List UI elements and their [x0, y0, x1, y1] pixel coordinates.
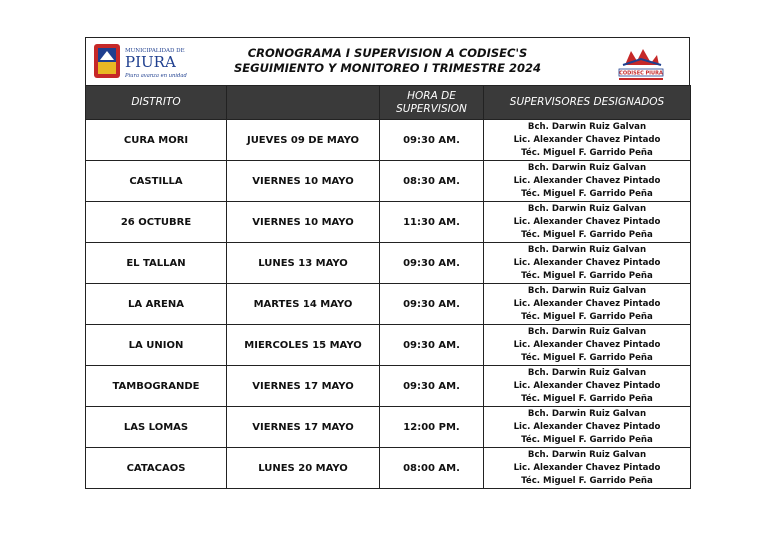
supervisor-name: Téc. Miguel F. Garrido Peña — [521, 188, 653, 199]
table-row — [86, 448, 691, 489]
supervisor-name: Lic. Alexander Chavez Pintado — [513, 175, 661, 186]
distrito-cell: LAS LOMAS — [86, 407, 227, 448]
hora-cell: 09:30 AM. — [380, 366, 484, 407]
hora-cell: 09:30 AM. — [380, 243, 484, 284]
table-row — [86, 366, 691, 407]
supervisor-name: Bch. Darwin Ruiz Galvan — [527, 449, 647, 460]
fecha-cell: VIERNES 17 MAYO — [227, 366, 380, 407]
supervisor-name: Téc. Miguel F. Garrido Peña — [521, 270, 653, 281]
distrito-cell: EL TALLAN — [86, 243, 227, 284]
fecha-cell: VIERNES 10 MAYO — [227, 202, 380, 243]
hora-cell: 09:30 AM. — [380, 284, 484, 325]
document — [85, 37, 690, 489]
supervisor-name: Téc. Miguel F. Garrido Peña — [521, 311, 653, 322]
distrito-cell: LA UNION — [86, 325, 227, 366]
fecha-cell: MIERCOLES 15 MAYO — [227, 325, 380, 366]
codisec-name: CODISEC PIURA — [619, 70, 663, 77]
column-header-fecha — [227, 86, 380, 120]
hora-cell: 08:30 AM. — [380, 161, 484, 202]
logo-slogan: Piura avanza en unidad — [125, 73, 187, 79]
supervisor-name: Lic. Alexander Chavez Pintado — [513, 339, 661, 350]
table-header-row — [86, 86, 691, 120]
hora-cell: 11:30 AM. — [380, 202, 484, 243]
supervisor-name: Lic. Alexander Chavez Pintado — [513, 298, 661, 309]
column-header-supervisores: SUPERVISORES DESIGNADOS — [484, 86, 691, 120]
column-header-distrito: DISTRITO — [86, 86, 227, 120]
supervisor-name: Bch. Darwin Ruiz Galvan — [527, 326, 647, 337]
table-row — [86, 284, 691, 325]
supervisores-cell — [484, 325, 691, 366]
table-row — [86, 243, 691, 284]
document-header — [85, 37, 690, 85]
logo-top-text: MUNICIPALIDAD DE — [125, 48, 185, 54]
hora-cell: 08:00 AM. — [380, 448, 484, 489]
supervisores-cell — [484, 120, 691, 161]
fecha-cell: MARTES 14 MAYO — [227, 284, 380, 325]
supervisor-name: Lic. Alexander Chavez Pintado — [513, 216, 661, 227]
supervisor-name: Bch. Darwin Ruiz Galvan — [527, 408, 647, 419]
fecha-cell: LUNES 13 MAYO — [227, 243, 380, 284]
supervisor-name: Lic. Alexander Chavez Pintado — [513, 462, 661, 473]
distrito-cell: CASTILLA — [86, 161, 227, 202]
fecha-cell: JUEVES 09 DE MAYO — [227, 120, 380, 161]
distrito-cell: 26 OCTUBRE — [86, 202, 227, 243]
hora-cell: 12:00 PM. — [380, 407, 484, 448]
column-header-hora: HORA DE SUPERVISION — [380, 86, 484, 120]
supervisor-name: Téc. Miguel F. Garrido Peña — [521, 229, 653, 240]
table-row — [86, 407, 691, 448]
supervisores-cell — [484, 366, 691, 407]
supervisor-name: Lic. Alexander Chavez Pintado — [513, 380, 661, 391]
supervisores-cell — [484, 407, 691, 448]
codisec-logo — [615, 41, 667, 83]
hora-cell: 09:30 AM. — [380, 120, 484, 161]
title-line-2: SEGUIMIENTO Y MONITOREO I TRIMESTRE 2024 — [234, 61, 541, 75]
supervisor-name: Téc. Miguel F. Garrido Peña — [521, 147, 653, 158]
supervisor-name: Téc. Miguel F. Garrido Peña — [521, 352, 653, 363]
supervisor-name: Bch. Darwin Ruiz Galvan — [527, 285, 647, 296]
fecha-cell: VIERNES 17 MAYO — [227, 407, 380, 448]
supervisores-cell — [484, 448, 691, 489]
supervisor-name: Téc. Miguel F. Garrido Peña — [521, 393, 653, 404]
supervisores-cell — [484, 284, 691, 325]
fecha-cell: LUNES 20 MAYO — [227, 448, 380, 489]
supervisor-name: Lic. Alexander Chavez Pintado — [513, 257, 661, 268]
supervisores-cell — [484, 243, 691, 284]
supervisor-name: Téc. Miguel F. Garrido Peña — [521, 434, 653, 445]
supervisor-name: Bch. Darwin Ruiz Galvan — [527, 162, 647, 173]
table-row — [86, 161, 691, 202]
municipalidad-piura-logo — [92, 42, 192, 82]
supervisor-name: Bch. Darwin Ruiz Galvan — [527, 244, 647, 255]
distrito-cell: CURA MORI — [86, 120, 227, 161]
table-row — [86, 120, 691, 161]
page-title — [196, 46, 579, 76]
supervisor-name: Bch. Darwin Ruiz Galvan — [527, 121, 647, 132]
supervisor-name: Téc. Miguel F. Garrido Peña — [521, 475, 653, 486]
distrito-cell: LA ARENA — [86, 284, 227, 325]
supervisor-name: Bch. Darwin Ruiz Galvan — [527, 203, 647, 214]
distrito-cell: TAMBOGRANDE — [86, 366, 227, 407]
schedule-table — [85, 85, 691, 489]
fecha-cell: VIERNES 10 MAYO — [227, 161, 380, 202]
supervisores-cell — [484, 161, 691, 202]
supervisores-cell — [484, 202, 691, 243]
distrito-cell: CATACAOS — [86, 448, 227, 489]
table-row — [86, 325, 691, 366]
title-line-1: CRONOGRAMA I SUPERVISION A CODISEC'S — [247, 46, 528, 60]
table-row — [86, 202, 691, 243]
hora-cell: 09:30 AM. — [380, 325, 484, 366]
supervisor-name: Lic. Alexander Chavez Pintado — [513, 134, 661, 145]
supervisor-name: Bch. Darwin Ruiz Galvan — [527, 367, 647, 378]
logo-name: PIURA — [125, 53, 176, 71]
supervisor-name: Lic. Alexander Chavez Pintado — [513, 421, 661, 432]
